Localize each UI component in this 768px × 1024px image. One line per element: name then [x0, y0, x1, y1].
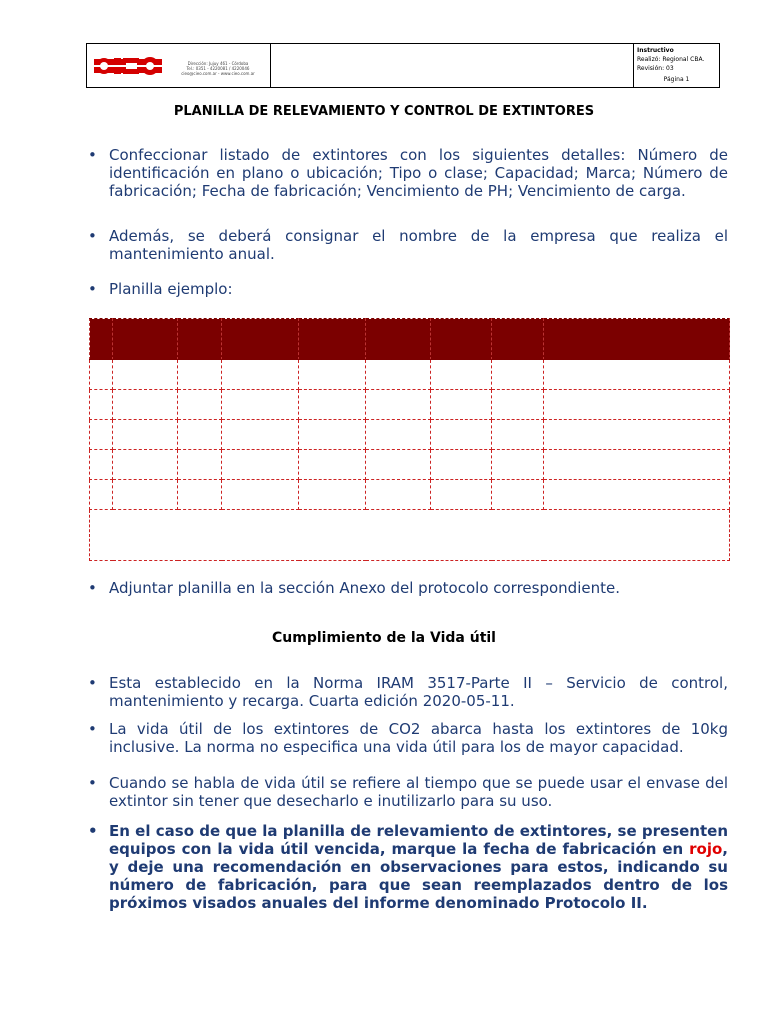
bullet-text	[109, 822, 728, 912]
document-header	[86, 43, 720, 88]
example-table	[89, 318, 730, 564]
cieo-logo	[94, 54, 162, 78]
page-number: Página 1	[663, 76, 690, 83]
bullet-7	[88, 774, 728, 810]
note-part-1: En el caso de que la planilla de relevamiento de extintores, se presenten equipos con la vida útil vencida, marque la fecha de fabricación en	[109, 822, 728, 858]
bullet-marker: •	[88, 674, 97, 692]
bullet-text: La vida útil de los extintores de CO2 abarca hasta los extintores de 10kg inclusive. La norma no especifica una vida útil para los de mayor capacidad.	[109, 720, 728, 756]
bullet-marker: •	[88, 720, 97, 738]
made-by: Realizó: Regional CBA.	[637, 56, 705, 63]
bullet-2	[88, 227, 728, 263]
bullet-text: Además, se deberá consignar el nombre de la empresa que realiza el mantenimiento anual.	[109, 227, 728, 263]
table-row	[90, 420, 730, 450]
header-middle-cell	[271, 44, 634, 87]
bullet-text: Adjuntar planilla en la sección Anexo del protocolo correspondiente.	[109, 579, 620, 597]
header-address: Dirección: Jujuy 461 - Córdoba Tel.: 0351 - 4220081 / 4220046 cieo@cieo.com.ar - www.cieo.com.ar	[181, 61, 255, 76]
bullet-4	[88, 579, 728, 597]
bullet-marker: •	[88, 774, 97, 792]
section-subtitle: Cumplimiento de la Vida útil	[272, 630, 496, 646]
note-part-2: , y deje una recomendación en observaciones para estos, indicando su número de fabricación, para que sean reemplazados dentro de los próximos visados anuales del informe denominado Protocolo II.	[109, 840, 728, 912]
note-red-word: rojo	[689, 840, 723, 858]
bullet-8-note	[88, 822, 728, 912]
bullet-marker: •	[88, 227, 97, 245]
bullet-5	[88, 674, 728, 710]
table-row	[90, 480, 730, 510]
bullet-marker: •	[88, 146, 97, 164]
bullet-text: Cuando se habla de vida útil se refiere al tiempo que se puede usar el envase del extintor sin tener que desecharlo e inutilizarlo para su uso.	[109, 774, 728, 810]
bullet-text: Esta establecido en la Norma IRAM 3517-Parte II – Servicio de control, mantenimiento y recarga. Cuarta edición 2020-05-11.	[109, 674, 728, 710]
table-footer-row	[90, 510, 730, 561]
bullet-6	[88, 720, 728, 756]
bullet-marker: •	[88, 280, 97, 298]
header-logo-cell	[87, 44, 271, 87]
revision: Revisión: 03	[637, 65, 674, 72]
doc-type: Instructivo	[637, 47, 674, 54]
bullet-marker: •	[88, 579, 97, 597]
header-info-cell	[634, 44, 719, 87]
bullet-marker: •	[88, 822, 98, 840]
table-row	[90, 390, 730, 420]
table-row	[90, 360, 730, 390]
bullet-text: Confeccionar listado de extintores con los siguientes detalles: Número de identificación en plano o ubicación; Tipo o clase; Capacidad; Marca; Número de fabricación; Fecha de fabricación; Vencimiento de PH; Vencimiento de carga.	[109, 146, 728, 200]
table-header-row	[90, 319, 730, 360]
document-title: PLANILLA DE RELEVAMIENTO Y CONTROL DE EXTINTORES	[173, 104, 595, 119]
bullet-1	[88, 146, 728, 200]
bullet-3	[88, 280, 728, 298]
table-row	[90, 450, 730, 480]
bullet-text: Planilla ejemplo:	[109, 280, 233, 298]
